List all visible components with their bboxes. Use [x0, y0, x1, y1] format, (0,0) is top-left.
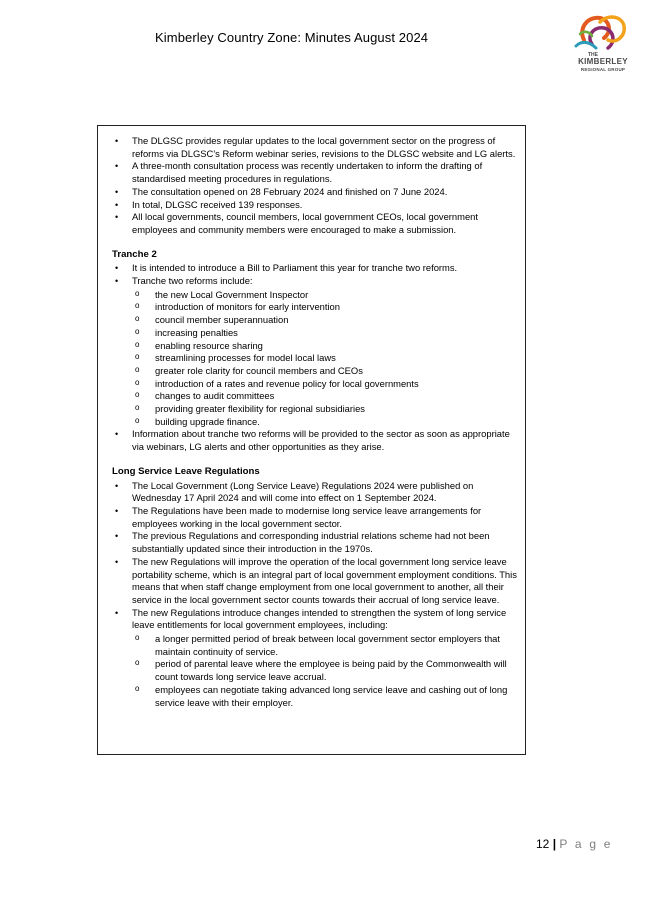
footer-separator: |: [552, 837, 557, 851]
sub-list-item: o increasing penalties: [132, 327, 522, 340]
sub-list-item: o changes to audit committees: [132, 390, 522, 403]
list-item: [112, 607, 522, 710]
sub-list-item: o introduction of monitors for early intervention: [132, 301, 522, 314]
sub-list-item: o streamlining processes for model local laws: [132, 352, 522, 365]
tranche-2-reforms-sublist: [132, 289, 522, 429]
sub-list-item: o employees can negotiate taking advanced long service leave and cashing out of long service leave with their employer.: [132, 684, 522, 709]
list-item: • It is intended to introduce a Bill to Parliament this year for tranche two reforms.: [112, 262, 522, 275]
sub-list-item: o period of parental leave where the employee is being paid by the Commonwealth will count towards long service leave accrual.: [132, 658, 522, 683]
sub-list-item: o greater role clarity for council members and CEOs: [132, 365, 522, 378]
list-item: • The previous Regulations and corresponding industrial relations scheme had not been substantially updated since their introduction in the 1970s.: [112, 530, 522, 555]
minutes-content: [112, 135, 522, 709]
list-item: [112, 275, 522, 428]
page-number: 12: [536, 837, 550, 851]
sub-list-item: o the new Local Government Inspector: [132, 289, 522, 302]
kimberley-logo: [570, 10, 636, 80]
sub-list-item: o introduction of a rates and revenue policy for local governments: [132, 378, 522, 391]
sub-list-item: o building upgrade finance.: [132, 416, 522, 429]
lsl-changes-sublist: [132, 633, 522, 709]
sub-list-item: o a longer permitted period of break between local government sector employers that maintain continuity of service.: [132, 633, 522, 658]
page-footer: [536, 837, 613, 851]
list-item-text: Tranche two reforms include:: [132, 275, 253, 287]
tranche-2-list: [112, 262, 522, 454]
document-header-title: Kimberley Country Zone: Minutes August 2024: [155, 30, 429, 45]
sub-list-item: o council member superannuation: [132, 314, 522, 327]
logo-text-the: THE: [588, 52, 598, 58]
lsl-list: [112, 480, 522, 710]
logo-text-kimberley: KIMBERLEY: [578, 57, 628, 66]
logo-swirl-icon: [570, 10, 636, 54]
logo-text-regional-group: REGIONAL GROUP: [580, 67, 626, 72]
minutes-content-box: [97, 125, 526, 755]
lsl-heading: Long Service Leave Regulations: [112, 465, 260, 477]
list-item: • A three-month consultation process was recently undertaken to inform the drafting of standardised meeting procedures in regulations.: [112, 160, 522, 185]
list-item: • The new Regulations will improve the operation of the local government long service leave portability scheme, which is an integral part of local government employment conditions. This means that when staff change employment from one local government to another, all their service in the local government sector counts towards their accrual of long service leave.: [112, 556, 522, 607]
sub-list-item: o enabling resource sharing: [132, 340, 522, 353]
list-item: • The consultation opened on 28 February 2024 and finished on 7 June 2024.: [112, 186, 522, 199]
list-item: • Information about tranche two reforms will be provided to the sector as soon as appropriate via webinars, LG alerts and other opportunities as they arise.: [112, 428, 522, 453]
list-item-text: The new Regulations introduce changes intended to strengthen the system of long service leave entitlements for local government employees, including:: [132, 606, 507, 631]
list-item: • The DLGSC provides regular updates to the local government sector on the progress of reforms via DLGSC’s Reform webinar series, revisions to the DLGSC website and LG alerts.: [112, 135, 522, 160]
page-label: P a g e: [559, 837, 613, 851]
sub-list-item: o providing greater flexibility for regional subsidiaries: [132, 403, 522, 416]
list-item: • In total, DLGSC received 139 responses.: [112, 199, 522, 212]
reform-updates-list: [112, 135, 522, 237]
list-item: • The Regulations have been made to modernise long service leave arrangements for employees working in the local government sector.: [112, 505, 522, 530]
tranche-2-heading: Tranche 2: [112, 248, 157, 260]
list-item: • The Local Government (Long Service Leave) Regulations 2024 were published on Wednesday 17 April 2024 and will come into effect on 1 September 2024.: [112, 480, 522, 505]
list-item: • All local governments, council members, local government CEOs, local government employees and community members were encouraged to make a submission.: [112, 211, 522, 236]
